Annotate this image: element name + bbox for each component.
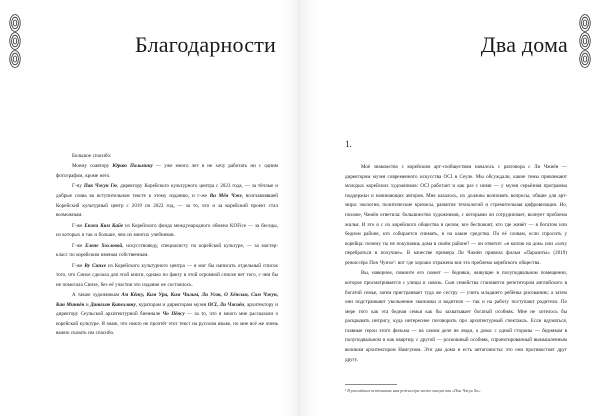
text-run: Большое спасибо: xyxy=(72,153,112,159)
text-run: Г-же xyxy=(72,222,85,229)
paragraph xyxy=(56,242,278,261)
chain-lens-ornament xyxy=(574,14,596,70)
emphasis-run: Ам Кёнсу, Ким Ури, Ким Чилим, Ли Усок, О Хёнсым, Сим Чжун, Кан Минкён xyxy=(56,292,278,308)
text-run: Г-же xyxy=(72,262,85,269)
footnote xyxy=(345,384,567,394)
emphasis-run: Юрию Пальмину xyxy=(112,163,153,170)
text-run: из Корейского культурного центра — я мог бы написать отдельный список того, что Синхе сделала для этой книги, однако по факту в этой огромной списке нет того, с чем бы не помогала Синхе, без её участия это издание не состоялось. xyxy=(56,262,278,288)
text-run: Моему соавтору xyxy=(72,163,113,170)
text-run: , кураторам и директорам музея xyxy=(135,301,208,308)
paragraph xyxy=(56,222,278,241)
emphasis-run: Чо Пёнсу xyxy=(162,311,185,318)
emphasis-run: Ви Мён Чже xyxy=(209,192,242,199)
text-run: , искусствоведу, специалисту по корейской культуре, — за мастер-класс по корейским именам собственным. xyxy=(56,242,278,259)
text-run: Моё знакомство с корейским арт-сообществом началось с разговора с Ли Чжиён — директором музея современного искусства ОСI в Сеуле. Мы обсуждали, какие темы привлекают молодых корейских художников: ОСI работает и как раз с ними — у музея серьёзная программа поддержки и начинающих авторов. Мне казалось, их должны волновать вопросы, общие для арт-мира: экология, политические кризисы, развитие технологий и стремительная цифровизация. Но, похоже, Чжиён ответила: большинство художников, с которыми он сотрудничает, волнует проблема жилья. И это и с их корейского общества в целом, все беспокоит, кто где живёт — в богатом или бедном районе, кто собирается снимать, и на какие средства. По её словам, если спросить у корейца: почему ты не покупаешь дома в своём районе? — он ответит: «я коплю на дом» или «хочу перебраться в получше». В качестве примера Ли Чжиён привела фильм «Паразиты» (2019) режиссёра Пон Чунхо¹: вот где хорошо отражена вся эта проблема корейского общества. xyxy=(345,164,567,266)
text-run: , возглавлявшей Корейский культурный центр с 2019 по 2022 год, — за то, что и за корейский проект стал возможным. xyxy=(56,192,279,219)
paragraph xyxy=(56,162,278,181)
chain-lens-ornament xyxy=(4,14,26,70)
right-page xyxy=(300,0,600,416)
text-run: — уже много лет я не хочу работать ни с одним фотографом, кроме него. xyxy=(56,163,278,179)
footnote-text: ¹ В российских источниках имя режиссёра часто пишут как «Пон Чжун Хо». xyxy=(345,388,482,393)
text-run: Вы, наверное, помните его сюжет — бедняки, живущие в полуподвальном помещении, которое просматривается с улицы и сквозь. Сын семейства становится репетитором английского в богатой семье, затем пристраивает туда же сестру — учить младшего ребёнка рисованию; а затем они подстраивают увольнение экономки и водителя — так и на работу поступают родители. По мере того как эта бедная семья как бы захватывает богатый особняк. Мне не хотелось бы раскрывать интригу, куда интереснее поговорить про архитектурный спектакль. Если вдуматься, главные герои этого фильма — на самом деле не люди, а дома: с одной стороны — беднякам в полуподвальном и как квартир; с другой — роскошный особняк, спроектированный вымышленным великим архитектором Намгуном. Эти два дома и есть антагонисты: это они противостоят друг другу. xyxy=(345,270,567,363)
text-run: и xyxy=(84,301,91,308)
text-run: — за то, что я много мне рассказали о корейской культуре. Я знаю, что никто не прочтёт этот текст на русском языке, но мне всё же очень важно сказать им спасибо. xyxy=(56,311,279,337)
paragraph xyxy=(56,152,278,162)
paragraph xyxy=(56,262,278,291)
footnote-divider xyxy=(345,384,397,385)
page-title: Благодарности xyxy=(135,32,276,57)
text-run: А также художникам xyxy=(72,292,122,299)
emphasis-run: ОСI, Ли Чжиён xyxy=(207,301,245,308)
emphasis-run: Ву Синхе xyxy=(84,262,106,269)
text-run: , директору Корейского культурного центра с 2023 года, — за тёплые и добрые слова во вступительном тексте к этому изданию, и г-же xyxy=(56,183,278,199)
right-page-body xyxy=(345,163,567,366)
emphasis-run: Елене Хохловой xyxy=(85,242,123,249)
text-run: Г-ну xyxy=(72,183,84,190)
left-page-body xyxy=(56,152,278,340)
paragraph xyxy=(56,291,278,339)
page-title: Два дома xyxy=(480,32,568,57)
text-run: , архитектору и директору Сеульской архитектурной биеннале xyxy=(56,301,278,318)
paragraph xyxy=(345,269,567,365)
paragraph xyxy=(56,182,278,220)
text-run: из Корейского фонда международного обмена KOFice — за беседы, из которых я так и больше, чем из многих учебников. xyxy=(56,222,278,239)
paragraph xyxy=(345,163,567,269)
emphasis-run: Пак Чжун Гю xyxy=(83,183,117,190)
emphasis-run: Енжи Ким Кайе xyxy=(84,222,124,229)
section-number: 1. xyxy=(345,139,352,149)
text-run: Г-же xyxy=(72,242,86,249)
emphasis-run: Даниэлю Капелляну xyxy=(90,301,136,308)
